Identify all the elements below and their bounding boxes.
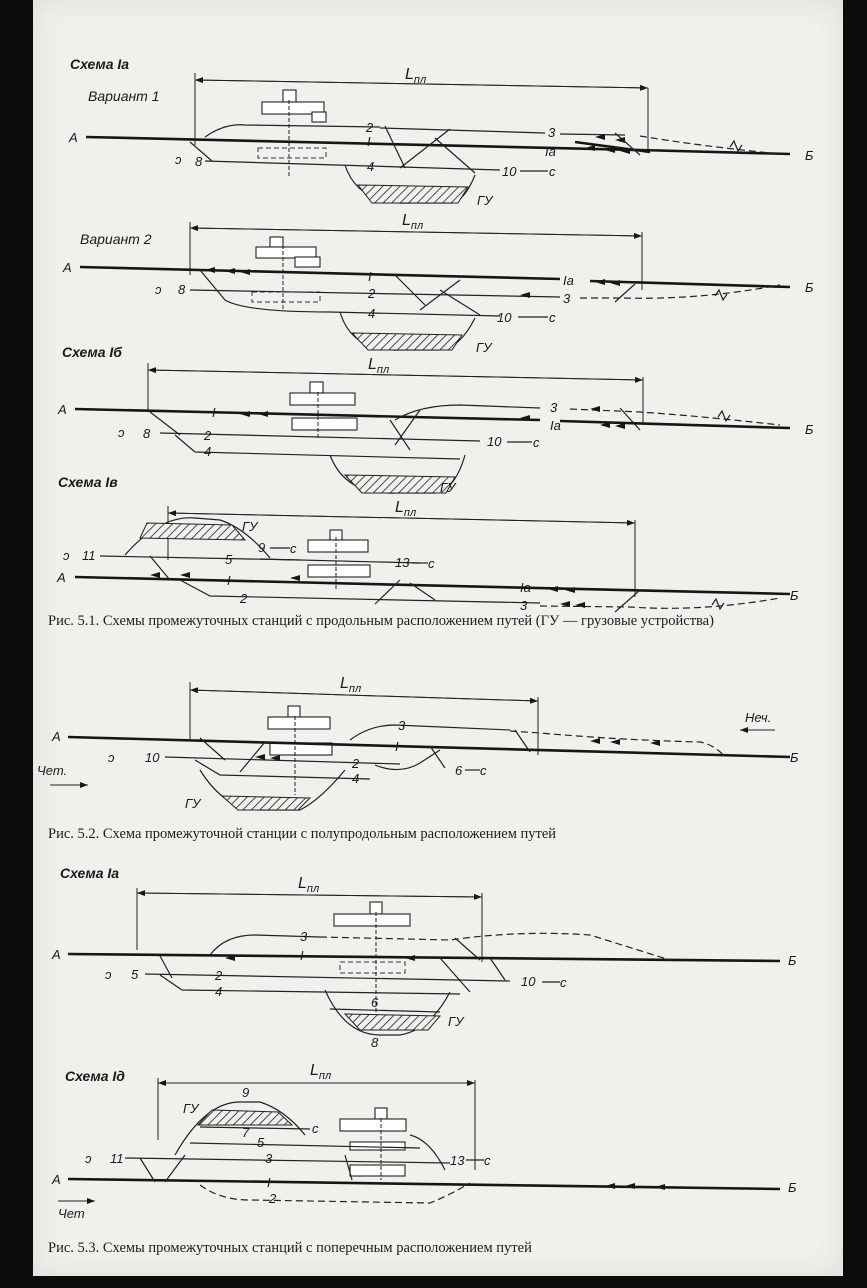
track-11-label-7: 11 [110, 1151, 124, 1166]
track-3-label-7: 3 [265, 1151, 273, 1166]
stopper-5: ↄ [105, 967, 112, 982]
track-8-label-6: 8 [371, 1035, 379, 1050]
track-4-label-2: 4 [368, 306, 376, 321]
track-1a-label-3: Iа [550, 418, 561, 433]
station-a-3: А [58, 402, 67, 417]
track-10-label-6: 10 [521, 974, 536, 989]
even-direction-label: Чет. [37, 763, 68, 778]
station-a-6: А [52, 947, 61, 962]
track-6-label: 6 [455, 763, 463, 778]
station-b-4: Б [790, 588, 799, 603]
figure-5-3-caption: Рис. 5.3. Схемы промежуточных станций с поперечным расположением путей [48, 1240, 532, 1256]
track-13-label-7: 13 [450, 1153, 465, 1168]
track-8-label-3: 8 [143, 426, 151, 441]
freight-label-4: ГУ [242, 519, 258, 534]
track-1a-label-4: Iа [520, 580, 531, 595]
fig52-scheme [37, 675, 799, 811]
stopper-13b: c [484, 1153, 491, 1168]
track-1-label-2: I [368, 269, 372, 284]
fig53-scheme1d [51, 1062, 797, 1221]
length-label-2: $L_{пл}$ [402, 212, 424, 232]
track-8-label: 8 [195, 154, 203, 169]
length-label-7: $L_{пл}$ [310, 1062, 332, 1082]
station-b-3: Б [805, 422, 814, 437]
freight-label-3: ГУ [440, 480, 456, 495]
track-3-label-2: 3 [563, 291, 571, 306]
scheme-1a-title-2: Схема Iа [60, 865, 120, 881]
track-2-label-4: 2 [240, 591, 248, 606]
track-4-label-5: 4 [352, 771, 360, 786]
fig51-scheme1b [57, 344, 814, 495]
track-10-label: 10 [502, 164, 517, 179]
figure-5-1-caption: Рис. 5.1. Схемы промежуточных станций с продольным расположением путей (ГУ — грузовые устройства) [48, 613, 714, 629]
track-1-label: I [367, 134, 371, 149]
stopper-8b: ↄ [155, 282, 162, 297]
track-1a-label: Iа [545, 144, 556, 159]
track-1-label-6: I [300, 948, 304, 963]
variant-2-title: Вариант 2 [80, 231, 152, 247]
freight-label-7: ГУ [183, 1101, 199, 1116]
track-2-label-5: 2 [352, 756, 360, 771]
track-3-label-4: 3 [520, 598, 528, 613]
stopper-7: c [312, 1121, 319, 1136]
track-3-label-6: 3 [300, 929, 308, 944]
station-b-7: Б [788, 1180, 797, 1195]
track-2-label-2: 2 [368, 286, 376, 301]
even-direction-label-2: Чет [58, 1206, 85, 1221]
fig53-scheme1a [51, 865, 797, 1050]
track-4-label-3: 4 [204, 444, 212, 459]
stopper-9: c [290, 541, 297, 556]
freight-label-5: ГУ [185, 796, 201, 811]
track-3-label-5: 3 [398, 718, 406, 733]
stopper-10c: c [533, 435, 540, 450]
track-2-label: 2 [366, 120, 374, 135]
track-11-label: 11 [82, 548, 96, 563]
stopper-10b: c [549, 310, 556, 325]
figure-5-2-caption: Рис. 5.2. Схема промежуточной станции с полупродольным расположением путей [48, 826, 557, 842]
station-b-6: Б [788, 953, 797, 968]
stopper-11b: ↄ [85, 1151, 92, 1166]
track-5-label-6: 5 [131, 967, 139, 982]
stopper-6: c [480, 763, 487, 778]
track-1-label-3: I [212, 405, 216, 420]
station-a-5: А [52, 729, 61, 744]
freight-label-1: ГУ [477, 193, 493, 208]
scheme-1b-title: Схема Iб [62, 344, 122, 360]
track-1-label-7: I [267, 1175, 271, 1190]
track-10-label-5: 10 [145, 750, 160, 765]
variant-1-title: Вариант 1 [88, 88, 160, 104]
stopper-11: ↄ [63, 548, 70, 563]
stopper-10: c [549, 164, 556, 179]
station-a-2: А [63, 260, 72, 275]
freight-label-2: ГУ [476, 340, 492, 355]
station-b-2: Б [805, 280, 814, 295]
length-label: $L_{пл}$ [405, 66, 427, 86]
fig51-scheme1a-variant1 [68, 56, 814, 208]
track-2-label-3: 2 [204, 428, 212, 443]
fig51-scheme1a-variant2 [62, 212, 814, 355]
track-13-label: 13 [395, 555, 410, 570]
stopper-10e: c [560, 975, 567, 990]
stopper-8: ↄ [175, 152, 182, 167]
stopper-10d: ↄ [108, 750, 115, 765]
station-a-7: А [52, 1172, 61, 1187]
track-4-label-6: 4 [215, 984, 223, 999]
scheme-1d-title: Схема Iд [65, 1068, 125, 1084]
station-a: А [69, 130, 78, 145]
track-8-label-2: 8 [178, 282, 186, 297]
stopper-13: c [428, 556, 435, 571]
scheme-1a-title: Схема Iа [70, 56, 130, 72]
track-4-label: 4 [367, 159, 375, 174]
track-5-label: 5 [225, 552, 233, 567]
station-a-4: А [57, 570, 66, 585]
freight-label-6: ГУ [448, 1014, 464, 1029]
scheme-1v-title: Схема Iв [58, 474, 118, 490]
length-label-4: $L_{пл}$ [395, 499, 417, 519]
fig51-scheme1v [56, 474, 799, 613]
track-3-label-3: 3 [550, 400, 558, 415]
track-9-label: 9 [258, 540, 266, 555]
track-5-label-7: 5 [257, 1135, 265, 1150]
track-1a-label-2: Iа [563, 273, 574, 288]
track-10-label-2: 10 [497, 310, 512, 325]
station-b-5: Б [790, 750, 799, 765]
track-9-label-7: 9 [242, 1085, 250, 1100]
track-1-label-4: I [227, 573, 231, 588]
track-3-label: 3 [548, 125, 556, 140]
track-1-label-5: I [395, 739, 399, 754]
station-b: Б [805, 148, 814, 163]
track-7-label: 7 [242, 1125, 250, 1140]
track-2-label-7: 2 [269, 1191, 277, 1206]
length-label-6: $L_{пл}$ [298, 875, 320, 895]
track-6-label-6: 6 [371, 995, 379, 1010]
track-10-label-3: 10 [487, 434, 502, 449]
odd-direction-label: Неч. [745, 710, 772, 725]
length-label-5: $L_{пл}$ [340, 675, 362, 695]
stopper-8c: ↄ [118, 425, 125, 440]
track-2-label-6: 2 [215, 968, 223, 983]
length-label-3: $L_{пл}$ [368, 356, 390, 376]
